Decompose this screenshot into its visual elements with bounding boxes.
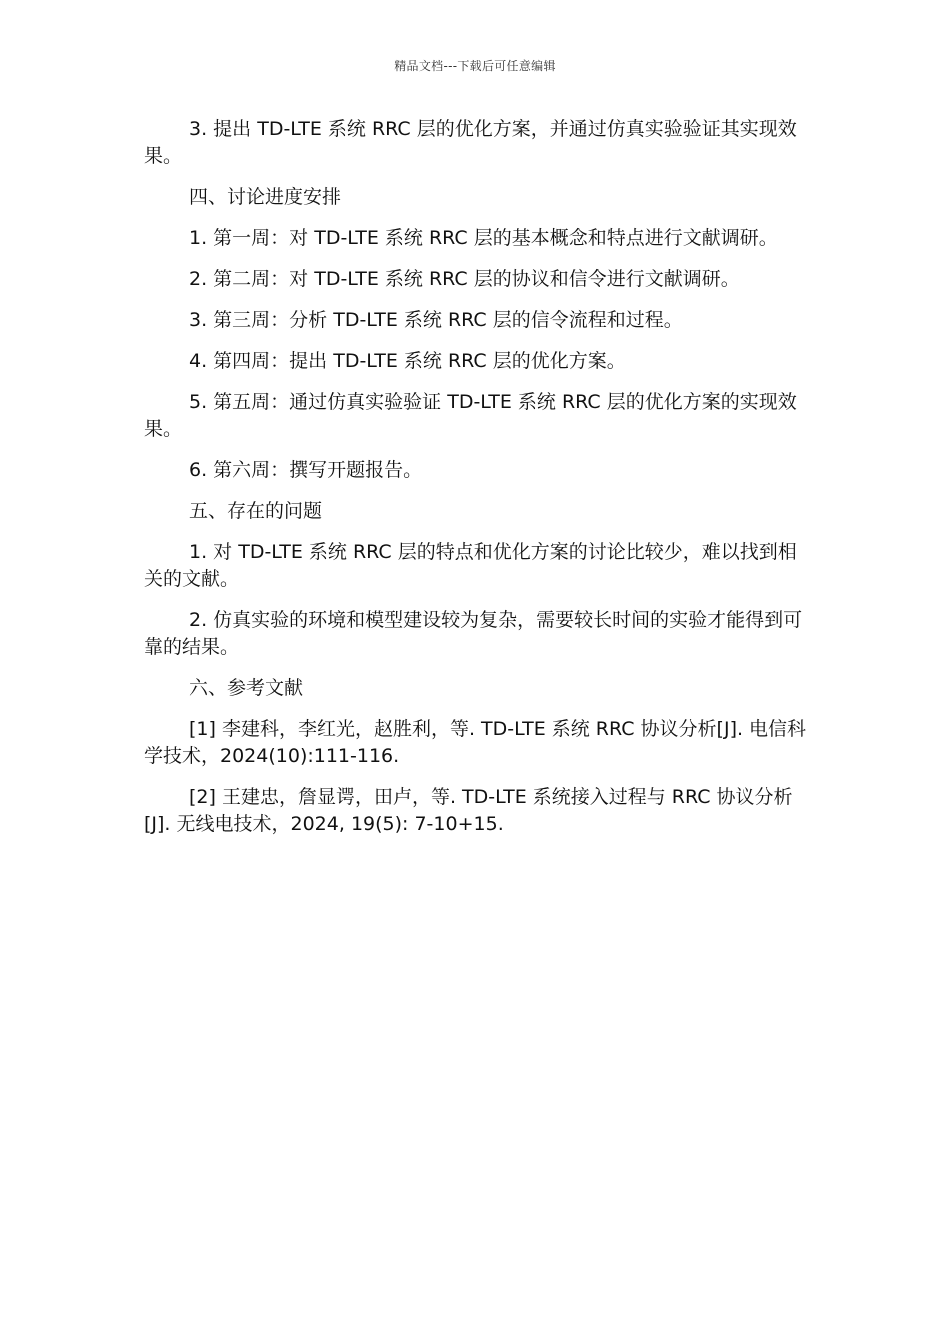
schedule-item-5: 5. 第五周：通过仿真实验验证 TD-LTE 系统 RRC 层的优化方案的实现效果。 <box>144 391 797 440</box>
section-heading-references: 六、参考文献 <box>189 677 304 699</box>
reference-item-2: [2] 王建忠，詹显谔，田卢，等. TD-LTE 系统接入过程与 RRC 协议分析[J]. 无线电技术，2024, 19(5): 7-10+15. <box>144 786 793 835</box>
schedule-item-4: 4. 第四周：提出 TD-LTE 系统 RRC 层的优化方案。 <box>189 350 626 372</box>
problem-item-1: 1. 对 TD-LTE 系统 RRC 层的特点和优化方案的讨论比较少，难以找到相关的文献。 <box>144 541 797 590</box>
schedule-item-2: 2. 第二周：对 TD-LTE 系统 RRC 层的协议和信令进行文献调研。 <box>189 268 740 290</box>
section-heading-schedule: 四、讨论进度安排 <box>189 186 342 208</box>
reference-item-1: [1] 李建科，李红光，赵胜利，等. TD-LTE 系统 RRC 协议分析[J]. 电信科学技术，2024(10):111-116. <box>144 718 807 767</box>
section-heading-problems: 五、存在的问题 <box>189 500 323 522</box>
schedule-item-1: 1. 第一周：对 TD-LTE 系统 RRC 层的基本概念和特点进行文献调研。 <box>189 227 778 249</box>
schedule-item-6: 6. 第六周：撰写开题报告。 <box>189 459 423 481</box>
objective-item-3: 3. 提出 TD-LTE 系统 RRC 层的优化方案，并通过仿真实验验证其实现效果。 <box>144 118 797 167</box>
page-header: 精品文档---下载后可任意编辑 <box>394 59 556 73</box>
problem-item-2: 2. 仿真实验的环境和模型建设较为复杂，需要较长时间的实验才能得到可靠的结果。 <box>144 609 803 658</box>
schedule-item-3: 3. 第三周：分析 TD-LTE 系统 RRC 层的信令流程和过程。 <box>189 309 683 331</box>
document-body <box>144 116 812 852</box>
